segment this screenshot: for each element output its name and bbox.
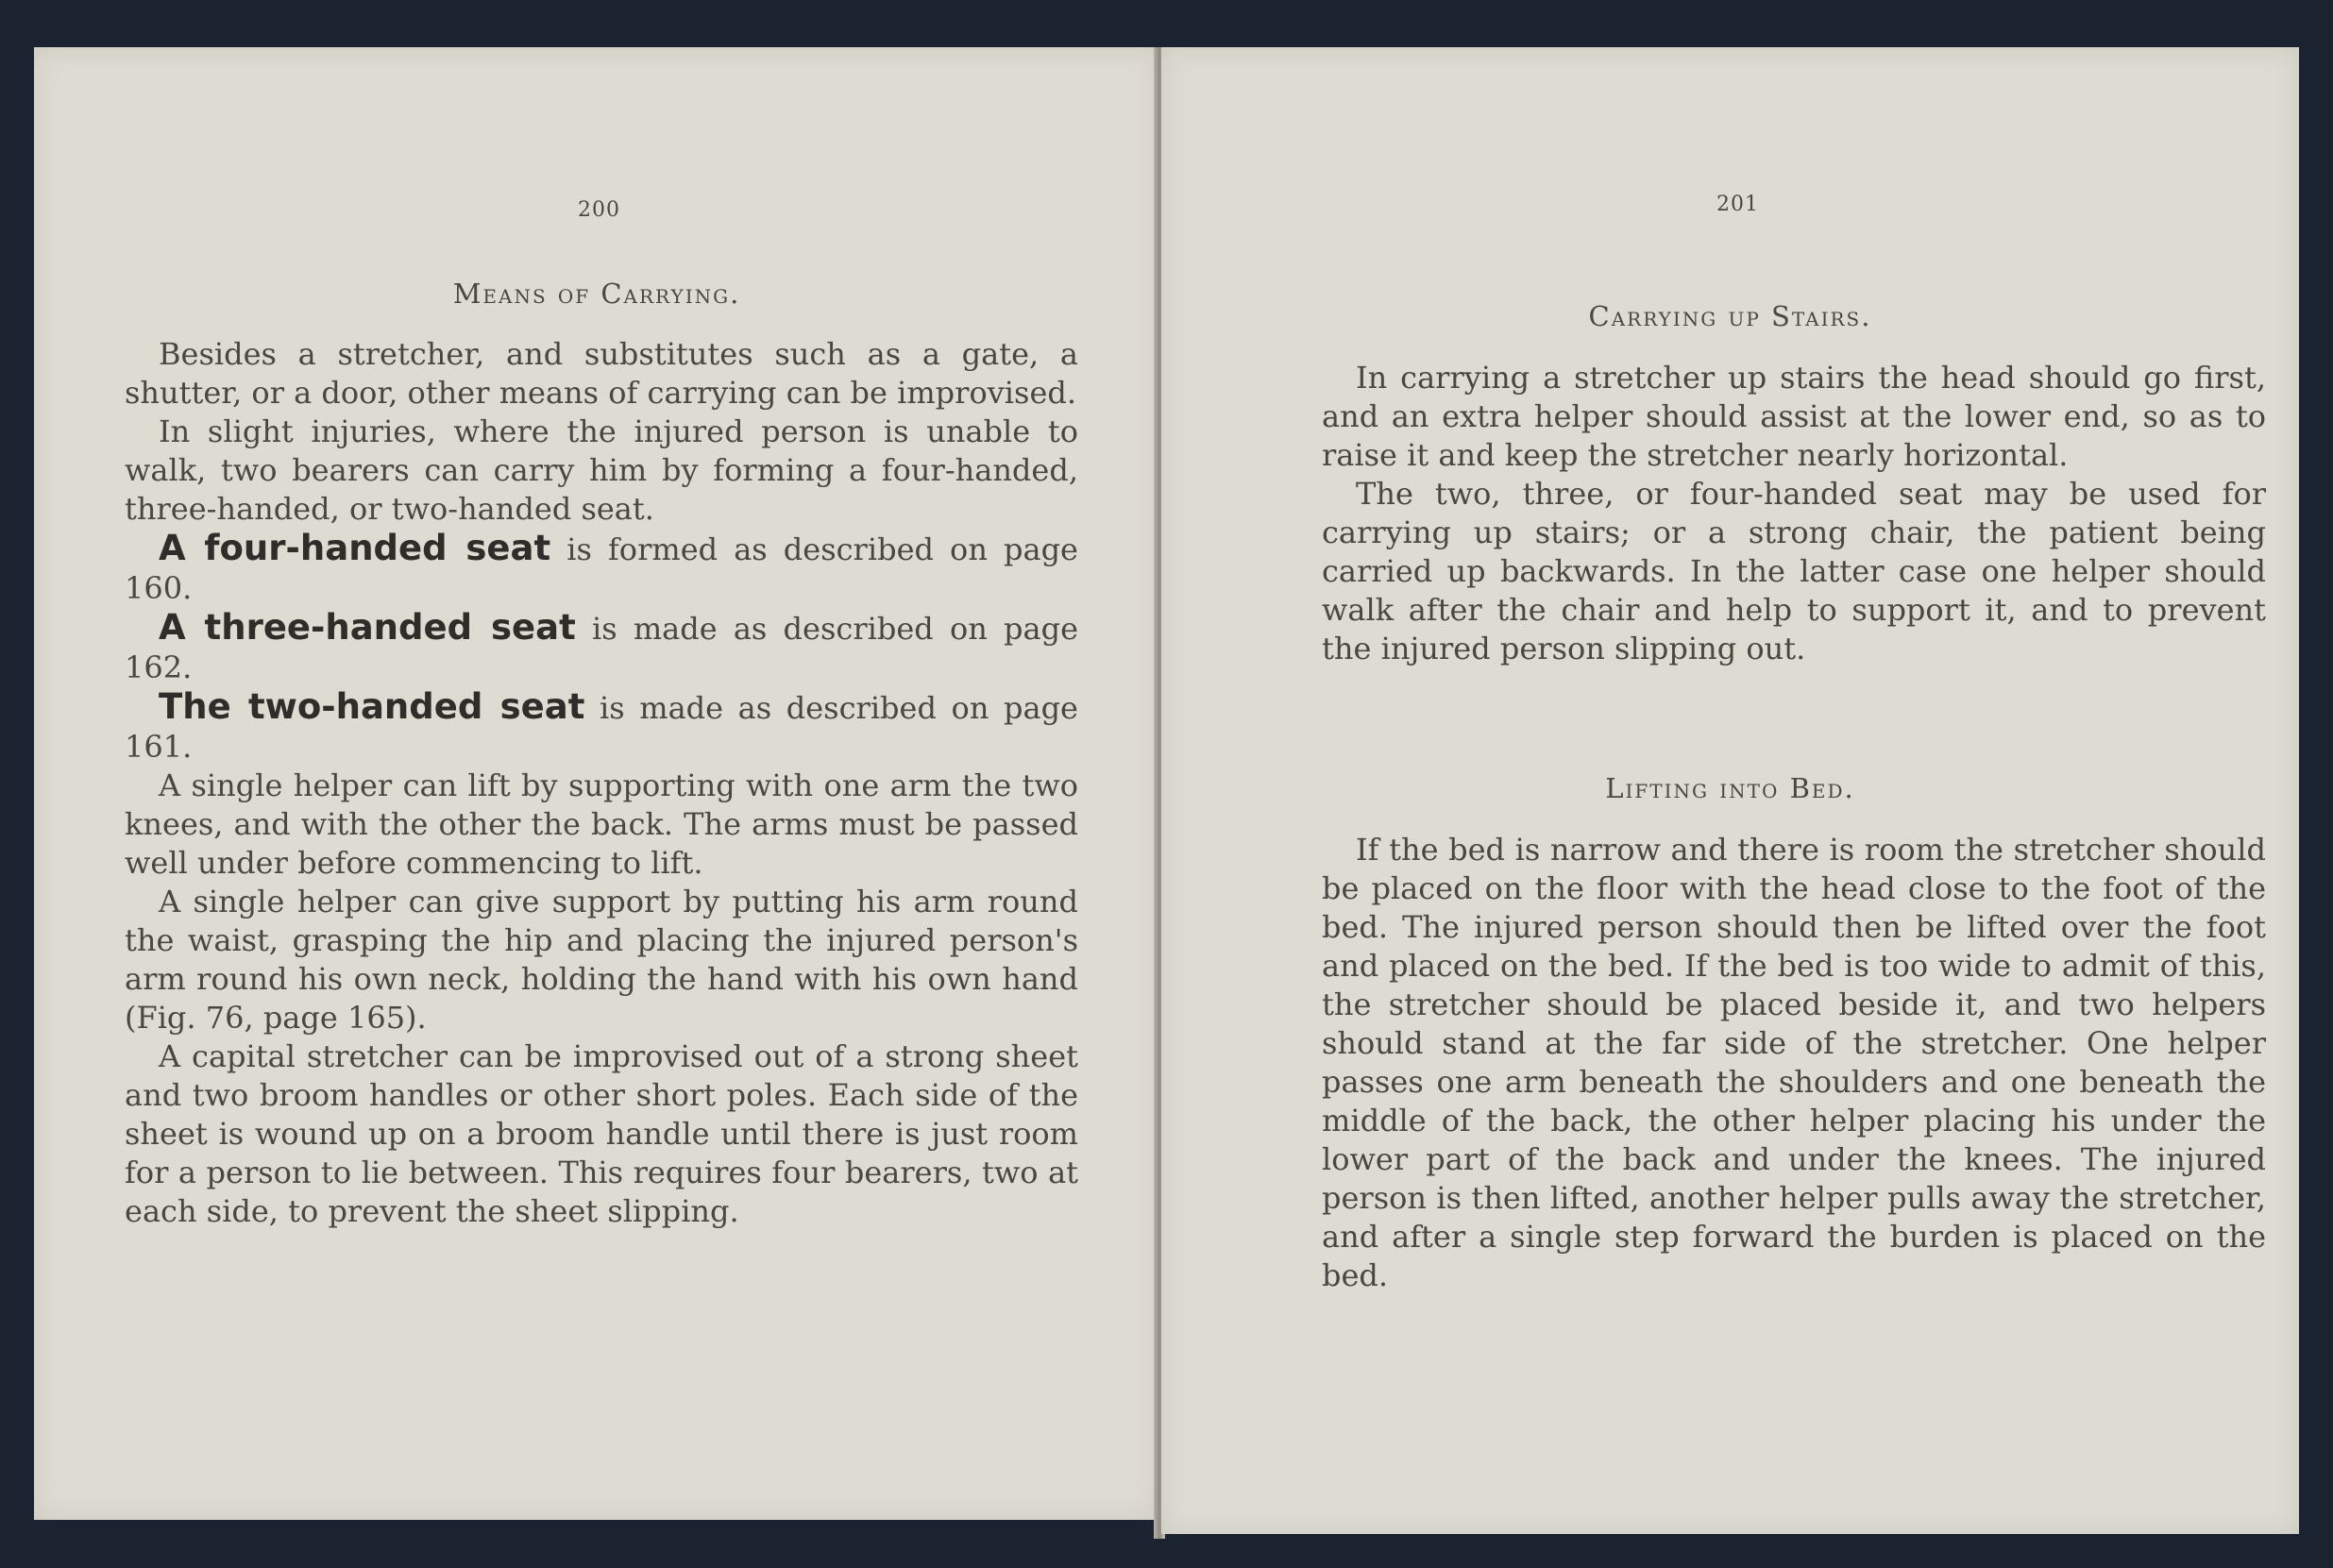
right-body-section-1: [1322, 359, 2266, 668]
section-heading: Means of Carrying.: [452, 278, 741, 310]
right-body-section-2: [1322, 831, 2266, 1295]
paragraph: In carrying a stretcher up stairs the head should go first, and an extra helper should assist at the lower end, so as to raise it and keep the stretcher nearly horizontal.: [1322, 360, 2266, 473]
page-number: 200: [578, 198, 620, 222]
paragraph-three-handed-seat: [125, 608, 1078, 687]
paragraph: Besides a stretcher, and substitutes such as a gate, a shutter, or a door, other means of carrying can be improvised.: [125, 336, 1078, 411]
paragraph-two-handed-seat: [125, 687, 1078, 767]
seat-description: is made as described on page 162.: [125, 611, 1078, 685]
right-page: [1161, 47, 2299, 1534]
left-page: [34, 47, 1165, 1520]
paragraph: A single helper can lift by supporting with one arm the two knees, and with the other the back. The arms must be passed well under before commencing to lift.: [125, 767, 1078, 881]
seat-term: A three-handed seat: [159, 607, 576, 648]
seat-description: is formed as described on page 160.: [125, 531, 1078, 606]
page-number: 201: [1716, 193, 1759, 216]
section-heading: Carrying up Stairs.: [1588, 300, 1872, 332]
seat-term: The two-handed seat: [159, 686, 585, 727]
paragraph: A capital stretcher can be improvised out of a strong sheet and two broom handles or other short poles. Each side of the sheet is wound up on a broom handle until there is just room for a person to lie between. This requires four bearers, two at each side, to prevent the sheet slipping.: [125, 1038, 1078, 1229]
paragraph: The two, three, or four-handed seat may be used for carrying up stairs; or a strong chair, the patient being carried up backwards. In the latter case one helper should walk after the chair and help to support it, and to prevent the injured person slipping out.: [1322, 476, 2266, 666]
paragraph-four-handed-seat: [125, 529, 1078, 608]
left-body: [125, 335, 1078, 1231]
paragraph: If the bed is narrow and there is room the stretcher should be placed on the floor with the head close to the foot of the bed. The injured person should then be lifted over the foot and placed on the bed. If the bed is too wide to admit of this, the stretcher should be placed beside it, and two helpers should stand at the far side of the stretcher. One helper passes one arm beneath the shoulders and one beneath the middle of the back, the other helper placing his under the lower part of the back and under the knees. The injured person is then lifted, another helper pulls away the stretcher, and after a single step forward the burden is placed on the bed.: [1322, 832, 2266, 1293]
seat-term: A four-handed seat: [159, 528, 551, 568]
section-heading: Lifting into Bed.: [1605, 772, 1855, 804]
paragraph: A single helper can give support by putting his arm round the waist, grasping the hip and placing the injured person's arm round his own neck, holding the hand with his own hand (Fig. 76, page 165).: [125, 884, 1078, 1036]
seat-description: is made as described on page 161.: [125, 690, 1078, 765]
paragraph: In slight injuries, where the injured person is unable to walk, two bearers can carry him by forming a four-handed, three-handed, or two-handed seat.: [125, 413, 1078, 527]
